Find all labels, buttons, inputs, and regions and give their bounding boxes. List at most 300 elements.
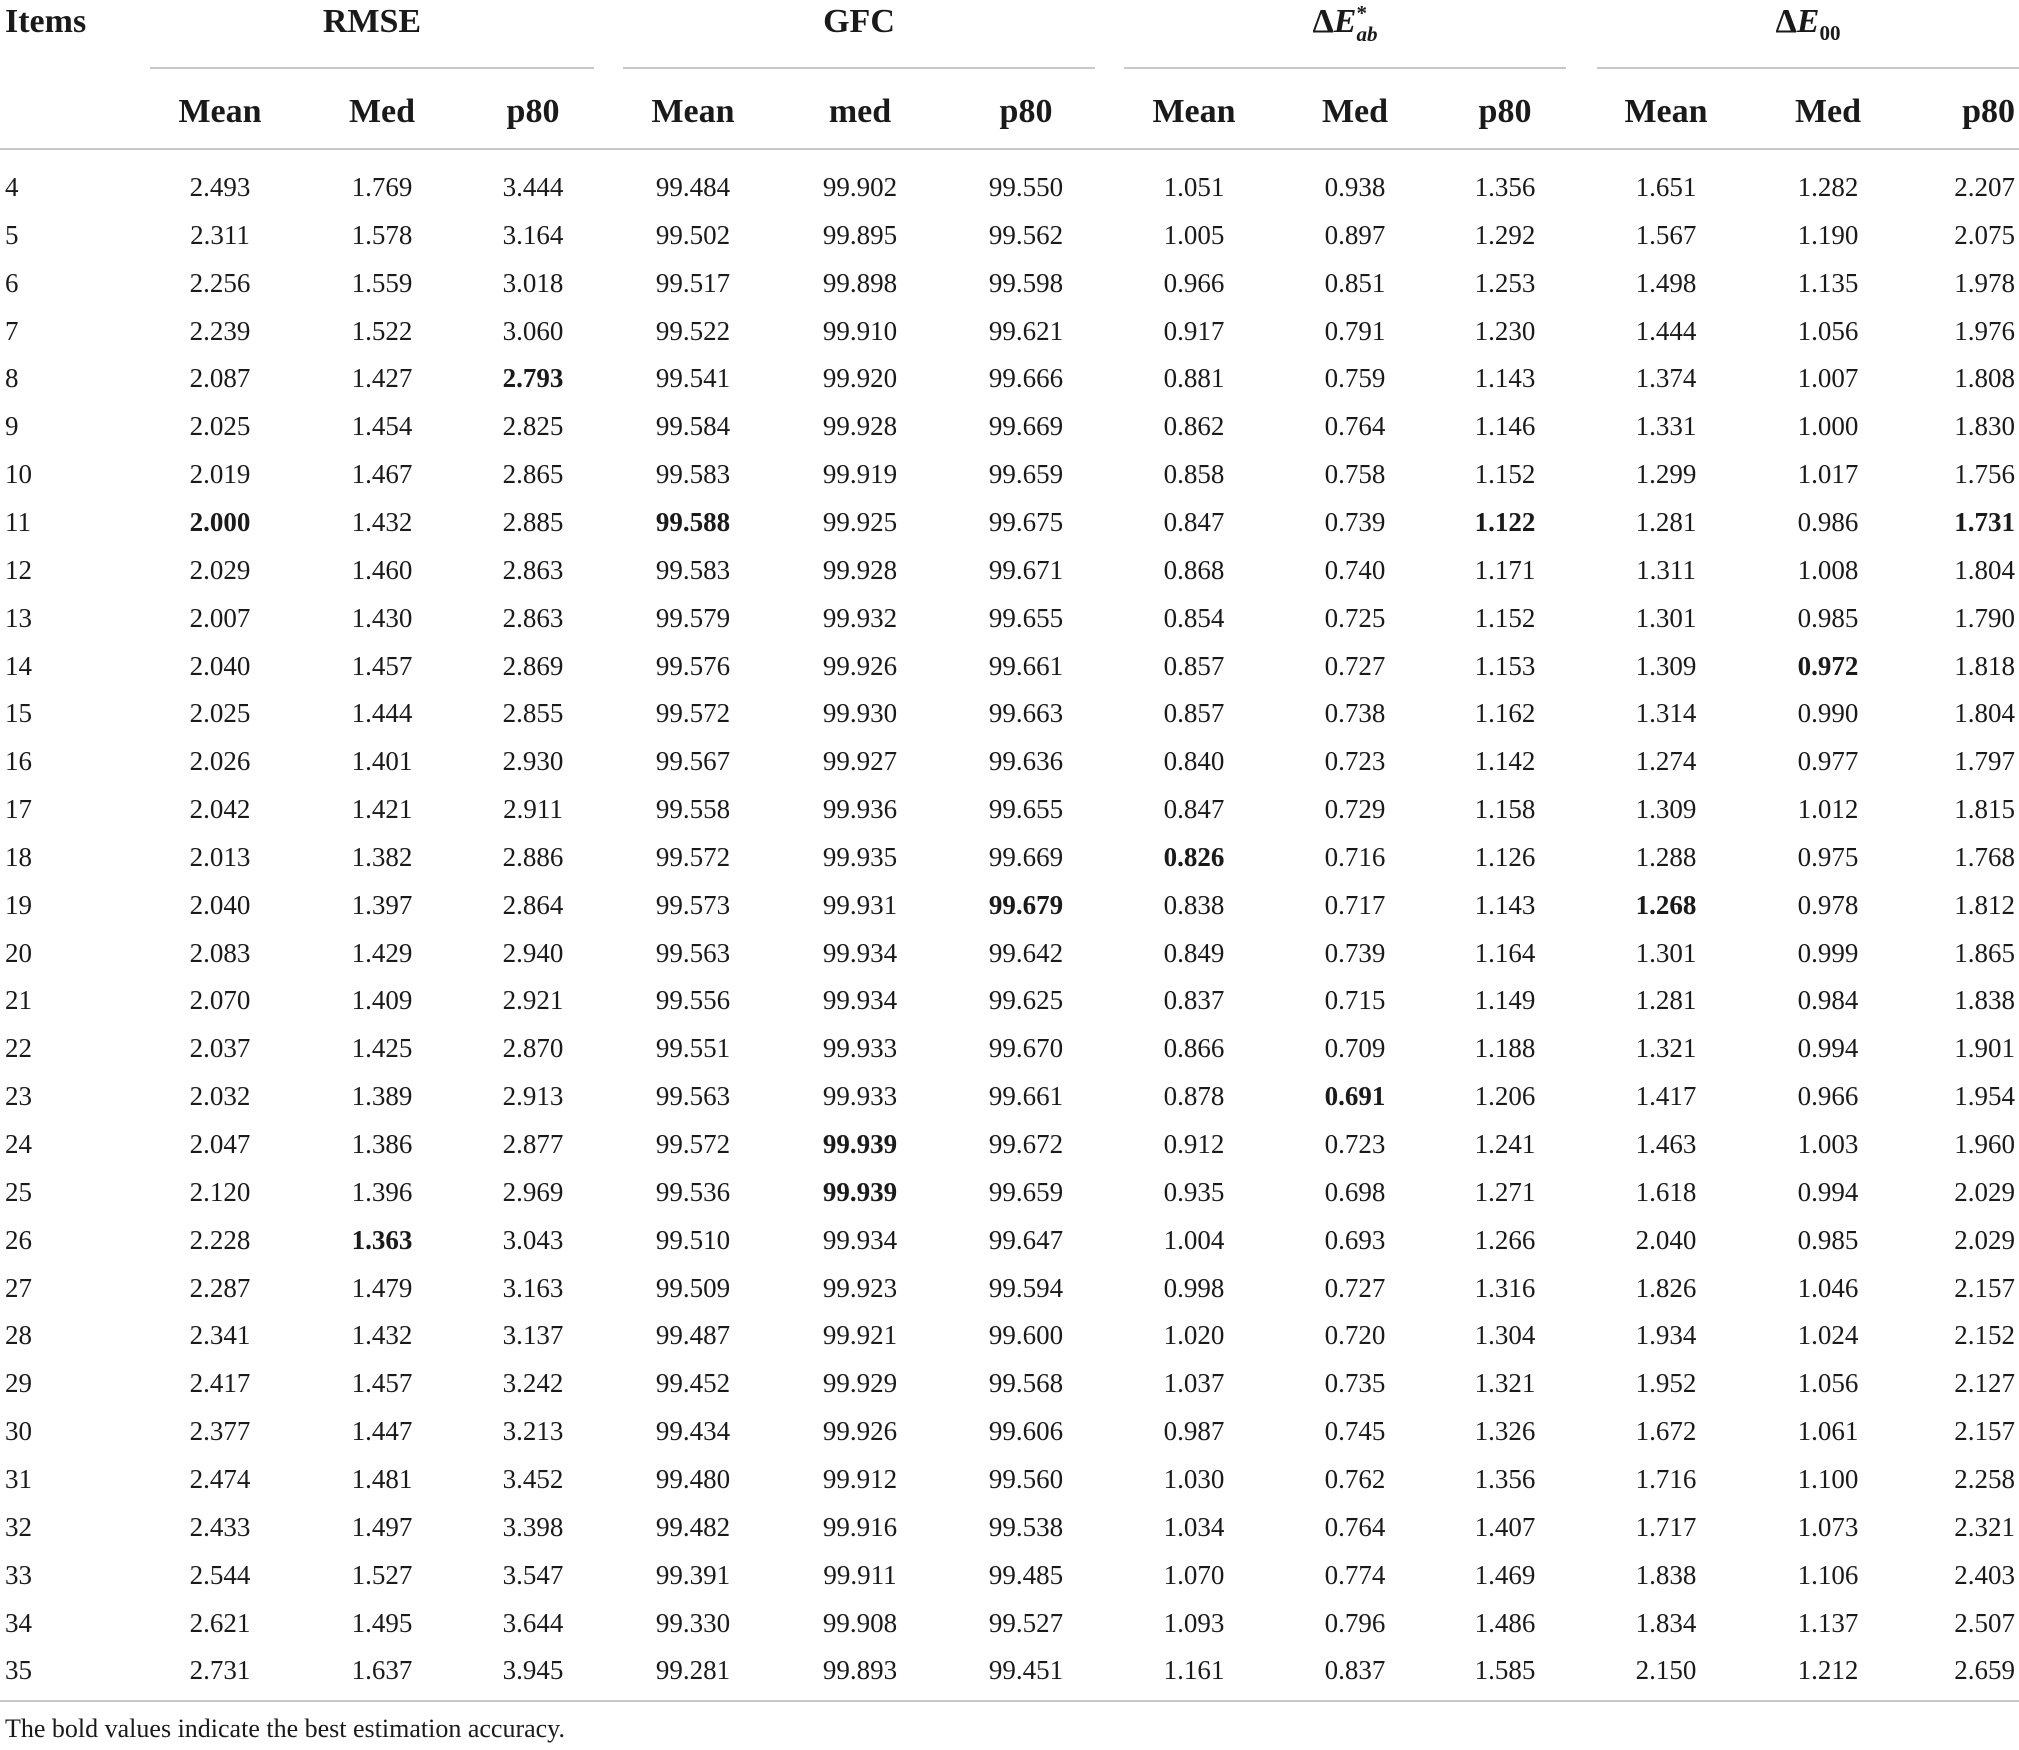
value-cell: 1.292 (1474, 219, 1536, 250)
value-cell: 99.927 (822, 746, 898, 777)
value-cell: 2.013 (189, 841, 251, 872)
value-cell: 99.527 (988, 1607, 1064, 1638)
value-cell: 1.427 (351, 363, 413, 394)
value-cell: 1.149 (1474, 985, 1536, 1016)
value-cell: 99.647 (988, 1224, 1064, 1255)
value-cell: 2.311 (190, 219, 250, 250)
value-cell: 1.618 (1635, 1176, 1697, 1207)
value-cell: 3.060 (502, 315, 564, 346)
value-cell: 3.043 (502, 1224, 564, 1255)
value-cell: 2.864 (502, 889, 564, 920)
column-header: p80 (1962, 93, 2015, 130)
value-cell: 2.029 (1954, 1176, 2015, 1207)
value-cell: 0.717 (1324, 889, 1386, 920)
value-cell: 1.495 (351, 1607, 413, 1638)
value-cell: 99.661 (988, 650, 1064, 681)
value-cell: 2.029 (189, 554, 251, 585)
value-cell: 99.517 (655, 267, 731, 298)
value-cell: 2.659 (1954, 1655, 2015, 1686)
value-cell: 1.158 (1474, 794, 1536, 825)
value-cell: 0.826 (1163, 841, 1225, 872)
value-cell: 0.720 (1324, 1320, 1386, 1351)
value-cell: 99.669 (988, 411, 1064, 442)
value-cell: 0.854 (1163, 602, 1225, 633)
value-cell: 0.849 (1163, 937, 1225, 968)
value-cell: 1.153 (1474, 650, 1536, 681)
value-cell: 99.935 (822, 841, 898, 872)
value-cell: 1.651 (1635, 172, 1697, 202)
value-cell: 2.507 (1954, 1607, 2015, 1638)
value-cell: 99.934 (822, 985, 898, 1016)
value-cell: 2.239 (189, 315, 251, 346)
value-cell: 0.796 (1324, 1607, 1386, 1638)
value-cell: 1.585 (1474, 1655, 1536, 1686)
value-cell: 0.847 (1163, 794, 1225, 825)
value-cell: 2.433 (189, 1511, 251, 1542)
value-cell: 0.878 (1163, 1081, 1225, 1112)
value-cell: 99.930 (822, 698, 898, 729)
value-cell: 2.969 (502, 1176, 564, 1207)
value-cell: 1.812 (1954, 889, 2015, 920)
value-cell: 2.207 (1954, 172, 2015, 202)
value-cell: 1.479 (351, 1272, 413, 1303)
value-cell: 1.142 (1474, 746, 1536, 777)
value-cell: 99.898 (822, 267, 898, 298)
value-cell: 2.417 (189, 1368, 251, 1399)
value-cell: 1.030 (1163, 1463, 1225, 1494)
value-cell: 1.790 (1954, 602, 2015, 633)
value-cell: 2.863 (502, 554, 564, 585)
value-cell: 2.493 (189, 172, 251, 202)
value-cell: 1.070 (1163, 1559, 1225, 1590)
value-cell: 99.541 (655, 363, 731, 394)
value-cell: 2.152 (1954, 1320, 2015, 1351)
row-item-cell: 19 (5, 889, 32, 920)
value-cell: 0.978 (1797, 889, 1859, 920)
value-cell: 1.162 (1474, 698, 1536, 729)
value-cell: 0.858 (1163, 459, 1225, 490)
value-cell: 1.004 (1163, 1224, 1225, 1255)
value-cell: 99.666 (988, 363, 1064, 394)
value-cell: 1.960 (1954, 1129, 2015, 1159)
table-row (0, 1503, 2019, 1551)
value-cell: 1.522 (351, 315, 413, 346)
value-cell: 1.815 (1954, 794, 2015, 825)
value-cell: 99.659 (988, 459, 1064, 490)
value-cell: 2.007 (189, 602, 251, 633)
value-cell: 2.870 (502, 1033, 564, 1064)
value-cell: 99.672 (988, 1129, 1064, 1159)
table-row (0, 354, 2019, 402)
value-cell: 0.693 (1324, 1224, 1386, 1255)
value-cell: 1.190 (1797, 219, 1859, 250)
value-cell: 0.938 (1324, 172, 1386, 202)
value-cell: 2.120 (189, 1176, 251, 1207)
ab-subscript: ab (1356, 22, 1378, 47)
value-cell: 2.032 (189, 1081, 251, 1112)
value-cell: 2.865 (502, 459, 564, 490)
value-cell: 99.923 (822, 1272, 898, 1303)
column-header: Mean (1152, 93, 1236, 130)
value-cell: 0.985 (1797, 1224, 1859, 1255)
value-cell: 99.509 (655, 1272, 731, 1303)
value-cell: 2.913 (502, 1081, 564, 1112)
value-cell: 0.966 (1163, 267, 1225, 298)
value-cell: 0.727 (1324, 1272, 1386, 1303)
value-cell: 2.877 (502, 1129, 564, 1159)
row-item-cell: 11 (5, 506, 31, 537)
value-cell: 1.901 (1954, 1033, 2015, 1064)
items-header: Items (5, 3, 87, 40)
value-cell: 1.143 (1474, 363, 1536, 394)
value-cell: 1.299 (1635, 459, 1697, 490)
value-cell: 2.127 (1954, 1368, 2015, 1399)
value-cell: 0.740 (1324, 554, 1386, 585)
value-cell: 2.341 (189, 1320, 251, 1351)
value-cell: 1.797 (1954, 746, 2015, 777)
value-cell: 0.935 (1163, 1176, 1225, 1207)
value-cell: 1.559 (351, 267, 413, 298)
value-cell: 1.363 (351, 1224, 413, 1255)
table-row (0, 594, 2019, 642)
value-cell: 99.538 (988, 1511, 1064, 1542)
delta-symbol: Δ (1775, 3, 1797, 40)
value-cell: 1.457 (351, 1368, 413, 1399)
value-cell: 2.321 (1954, 1511, 2015, 1542)
value-cell: 99.560 (988, 1463, 1064, 1494)
value-cell: 1.301 (1635, 602, 1697, 633)
table-row (0, 211, 2019, 259)
value-cell: 1.020 (1163, 1320, 1225, 1351)
value-cell: 1.161 (1163, 1655, 1225, 1686)
value-cell: 0.759 (1324, 363, 1386, 394)
value-cell: 1.717 (1635, 1511, 1697, 1542)
value-cell: 99.522 (655, 315, 731, 346)
value-cell: 99.558 (655, 794, 731, 825)
value-cell: 2.855 (502, 698, 564, 729)
row-item-cell: 14 (5, 650, 32, 681)
value-cell: 99.659 (988, 1176, 1064, 1207)
value-cell: 1.046 (1797, 1272, 1859, 1303)
value-cell: 2.885 (502, 506, 564, 537)
value-cell: 2.793 (502, 363, 564, 394)
row-item-cell: 28 (5, 1320, 32, 1351)
value-cell: 0.727 (1324, 650, 1386, 681)
value-cell: 1.756 (1954, 459, 2015, 490)
value-cell: 2.026 (189, 746, 251, 777)
value-cell: 1.000 (1797, 411, 1859, 442)
value-cell: 1.463 (1635, 1129, 1697, 1159)
value-cell: 99.563 (655, 1081, 731, 1112)
value-cell: 99.655 (988, 794, 1064, 825)
value-cell: 1.017 (1797, 459, 1859, 490)
value-cell: 0.837 (1163, 985, 1225, 1016)
value-cell: 2.000 (189, 506, 251, 537)
value-cell: 1.241 (1474, 1129, 1536, 1159)
value-cell: 1.356 (1474, 172, 1536, 202)
value-cell: 1.106 (1797, 1559, 1859, 1590)
value-cell: 99.563 (655, 937, 731, 968)
value-cell: 2.070 (189, 985, 251, 1016)
value-cell: 3.242 (502, 1368, 564, 1399)
value-cell: 2.040 (189, 889, 251, 920)
value-cell: 99.671 (988, 554, 1064, 585)
value-cell: 0.994 (1797, 1176, 1859, 1207)
value-cell: 0.723 (1324, 746, 1386, 777)
table-row (0, 1168, 2019, 1216)
value-cell: 99.675 (988, 506, 1064, 537)
value-cell: 1.171 (1474, 554, 1536, 585)
value-cell: 0.764 (1324, 1511, 1386, 1542)
value-cell: 2.019 (189, 459, 251, 490)
column-header: Mean (178, 93, 262, 130)
value-cell: 2.083 (189, 937, 251, 968)
value-cell: 1.309 (1635, 794, 1697, 825)
table-row (0, 1024, 2019, 1072)
value-cell: 1.818 (1954, 650, 2015, 681)
column-header: p80 (506, 93, 560, 130)
row-item-cell: 34 (5, 1607, 32, 1638)
table-row (0, 163, 2019, 211)
value-cell: 1.034 (1163, 1511, 1225, 1542)
value-cell: 0.739 (1324, 506, 1386, 537)
value-cell: 99.939 (822, 1129, 898, 1159)
table-row (0, 881, 2019, 929)
value-cell: 99.487 (655, 1320, 731, 1351)
value-cell: 99.934 (822, 1224, 898, 1255)
value-cell: 1.934 (1635, 1320, 1697, 1351)
value-cell: 99.902 (822, 172, 898, 202)
value-cell: 2.869 (502, 650, 564, 681)
value-cell: 1.301 (1635, 937, 1697, 968)
value-cell: 99.536 (655, 1176, 731, 1207)
value-cell: 1.467 (351, 459, 413, 490)
value-cell: 1.481 (351, 1463, 413, 1494)
value-cell: 99.669 (988, 841, 1064, 872)
value-cell: 0.917 (1163, 315, 1225, 346)
row-item-cell: 29 (5, 1368, 32, 1399)
value-cell: 99.931 (822, 889, 898, 920)
value-cell: 1.143 (1474, 889, 1536, 920)
table-row (0, 450, 2019, 498)
value-cell: 99.502 (655, 219, 731, 250)
value-cell: 1.281 (1635, 985, 1697, 1016)
header-bottom-rule (0, 148, 2019, 150)
value-cell: 0.738 (1324, 698, 1386, 729)
value-cell: 0.840 (1163, 746, 1225, 777)
value-cell: 0.762 (1324, 1463, 1386, 1494)
value-cell: 99.679 (988, 889, 1064, 920)
value-cell: 99.584 (655, 411, 731, 442)
value-cell: 3.018 (502, 267, 564, 298)
value-cell: 2.040 (1635, 1224, 1697, 1255)
value-cell: 99.583 (655, 459, 731, 490)
value-cell: 99.921 (822, 1320, 898, 1351)
table-row (0, 1359, 2019, 1407)
value-cell: 2.047 (189, 1129, 251, 1159)
value-cell: 1.954 (1954, 1081, 2015, 1112)
zero-zero-subscript: 00 (1819, 20, 1841, 45)
value-cell: 1.282 (1797, 172, 1859, 202)
value-cell: 0.966 (1797, 1081, 1859, 1112)
value-cell: 99.928 (822, 554, 898, 585)
value-cell: 1.356 (1474, 1463, 1536, 1494)
table-row (0, 1311, 2019, 1359)
value-cell: 3.137 (502, 1320, 564, 1351)
value-cell: 1.578 (351, 219, 413, 250)
group-underline-rmse (150, 67, 594, 69)
value-cell: 1.100 (1797, 1463, 1859, 1494)
table-row (0, 1120, 2019, 1168)
value-cell: 99.551 (655, 1033, 731, 1064)
row-item-cell: 10 (5, 459, 32, 490)
value-cell: 99.600 (988, 1320, 1064, 1351)
value-cell: 0.716 (1324, 841, 1386, 872)
value-cell: 99.572 (655, 1129, 731, 1159)
value-cell: 1.212 (1797, 1655, 1859, 1686)
table-row (0, 1599, 2019, 1647)
table-row (0, 737, 2019, 785)
value-cell: 0.691 (1324, 1081, 1386, 1112)
value-cell: 1.331 (1635, 411, 1697, 442)
row-item-cell: 18 (5, 841, 32, 872)
value-cell: 2.025 (189, 698, 251, 729)
value-cell: 3.452 (502, 1463, 564, 1494)
delta-symbol: Δ (1312, 3, 1334, 40)
table-row (0, 1072, 2019, 1120)
column-header: Mean (651, 93, 735, 130)
value-cell: 99.480 (655, 1463, 731, 1494)
table-row (0, 1407, 2019, 1455)
row-item-cell: 32 (5, 1511, 32, 1542)
value-cell: 99.281 (655, 1655, 731, 1686)
value-cell: 1.309 (1635, 650, 1697, 681)
value-cell: 99.908 (822, 1607, 898, 1638)
value-cell: 1.135 (1797, 267, 1859, 298)
row-item-cell: 33 (5, 1559, 32, 1590)
value-cell: 99.920 (822, 363, 898, 394)
table-row (0, 259, 2019, 307)
value-cell: 1.432 (351, 506, 413, 537)
value-cell: 1.152 (1474, 602, 1536, 633)
value-cell: 0.984 (1797, 985, 1859, 1016)
value-cell: 99.556 (655, 985, 731, 1016)
value-cell: 99.933 (822, 1033, 898, 1064)
row-item-cell: 23 (5, 1081, 32, 1112)
value-cell: 1.447 (351, 1416, 413, 1447)
table-row (0, 976, 2019, 1024)
value-cell: 2.863 (502, 602, 564, 633)
value-cell: 1.164 (1474, 937, 1536, 968)
value-cell: 1.056 (1797, 1368, 1859, 1399)
table-row (0, 689, 2019, 737)
value-cell: 99.606 (988, 1416, 1064, 1447)
value-cell: 2.940 (502, 937, 564, 968)
value-cell: 2.930 (502, 746, 564, 777)
value-cell: 1.314 (1635, 698, 1697, 729)
value-cell: 99.452 (655, 1368, 731, 1399)
value-cell: 99.598 (988, 267, 1064, 298)
value-cell: 2.157 (1954, 1416, 2015, 1447)
value-cell: 1.326 (1474, 1416, 1536, 1447)
value-cell: 1.253 (1474, 267, 1536, 298)
value-cell: 1.804 (1954, 698, 2015, 729)
value-cell: 0.998 (1163, 1272, 1225, 1303)
value-cell: 1.397 (351, 889, 413, 920)
value-cell: 99.939 (822, 1176, 898, 1207)
value-cell: 1.486 (1474, 1607, 1536, 1638)
value-cell: 1.389 (351, 1081, 413, 1112)
value-cell: 1.716 (1635, 1463, 1697, 1494)
value-cell: 1.454 (351, 411, 413, 442)
value-cell: 1.804 (1954, 554, 2015, 585)
value-cell: 1.268 (1635, 889, 1697, 920)
value-cell: 99.642 (988, 937, 1064, 968)
value-cell: 0.857 (1163, 698, 1225, 729)
value-cell: 1.126 (1474, 841, 1536, 872)
row-item-cell: 6 (5, 267, 19, 298)
e-symbol: E (1796, 3, 1820, 40)
value-cell: 0.847 (1163, 506, 1225, 537)
value-cell: 0.745 (1324, 1416, 1386, 1447)
value-cell: 99.434 (655, 1416, 731, 1447)
row-item-cell: 7 (5, 315, 19, 346)
value-cell: 2.075 (1954, 219, 2015, 250)
value-cell: 0.912 (1163, 1129, 1225, 1159)
value-cell: 99.911 (823, 1559, 897, 1590)
value-cell: 0.758 (1324, 459, 1386, 490)
value-cell: 99.482 (655, 1511, 731, 1542)
group-underline-delta-e-00 (1597, 67, 2019, 69)
value-cell: 99.895 (822, 219, 898, 250)
value-cell: 0.881 (1163, 363, 1225, 394)
value-cell: 99.926 (822, 1416, 898, 1447)
value-cell: 2.886 (502, 841, 564, 872)
group-header-rmse: RMSE (322, 3, 422, 40)
value-cell: 0.791 (1324, 315, 1386, 346)
value-cell: 0.838 (1163, 889, 1225, 920)
value-cell: 99.510 (655, 1224, 731, 1255)
table-row (0, 1646, 2019, 1694)
value-cell: 99.391 (655, 1559, 731, 1590)
value-cell: 99.912 (822, 1463, 898, 1494)
value-cell: 1.527 (351, 1559, 413, 1590)
value-cell: 1.978 (1954, 267, 2015, 298)
value-cell: 2.087 (189, 363, 251, 394)
column-header: Med (348, 93, 416, 130)
group-header-delta-e-ab (1124, 2, 1566, 45)
value-cell: 2.258 (1954, 1463, 2015, 1494)
row-item-cell: 15 (5, 698, 32, 729)
value-cell: 1.498 (1635, 267, 1697, 298)
value-cell: 1.146 (1474, 411, 1536, 442)
value-cell: 1.288 (1635, 841, 1697, 872)
value-cell: 1.061 (1797, 1416, 1859, 1447)
value-cell: 99.451 (988, 1655, 1064, 1686)
value-cell: 99.621 (988, 315, 1064, 346)
value-cell: 99.625 (988, 985, 1064, 1016)
table-bottom-rule (0, 1700, 2019, 1702)
row-item-cell: 16 (5, 746, 32, 777)
value-cell: 0.999 (1797, 937, 1859, 968)
row-item-cell: 24 (5, 1129, 32, 1159)
row-item-cell: 35 (5, 1655, 32, 1686)
value-cell: 2.403 (1954, 1559, 2015, 1590)
value-cell: 0.857 (1163, 650, 1225, 681)
value-cell: 99.573 (655, 889, 731, 920)
row-item-cell: 25 (5, 1176, 32, 1207)
row-item-cell: 12 (5, 554, 32, 585)
